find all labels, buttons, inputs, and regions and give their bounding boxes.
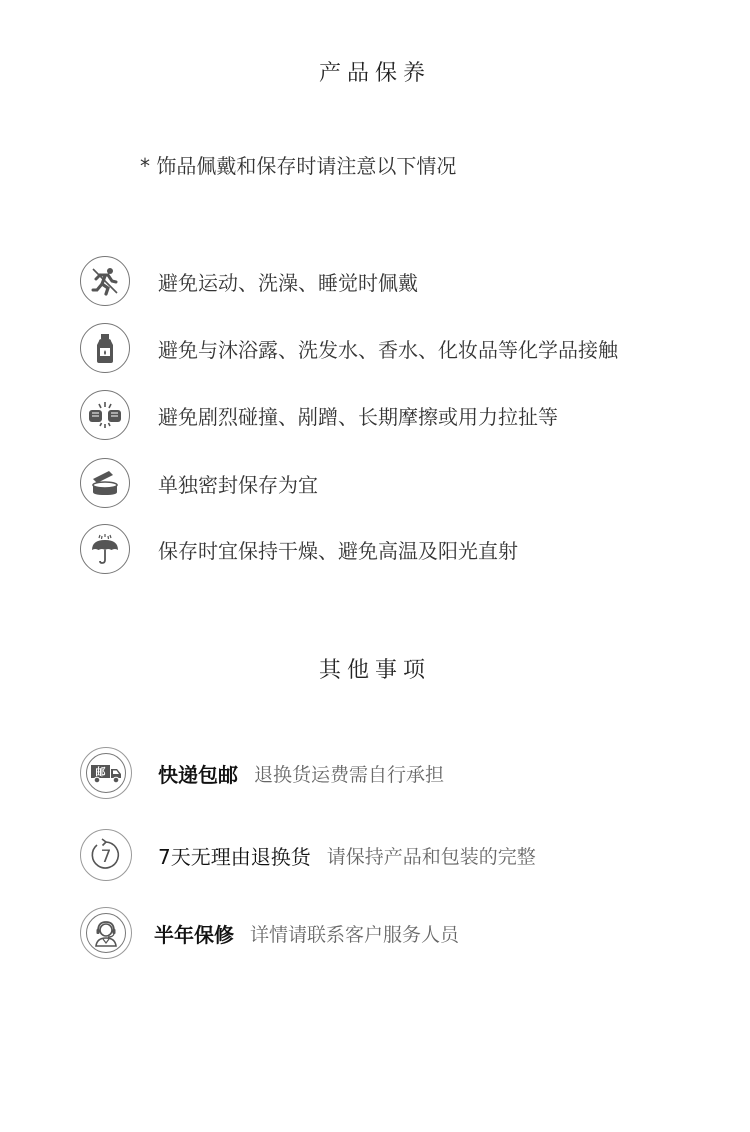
customer-service-icon bbox=[80, 907, 132, 959]
service-title: 半年保修 bbox=[154, 922, 234, 947]
delivery-badge-text: 邮 bbox=[95, 767, 106, 779]
care-item bbox=[80, 458, 318, 508]
service-item bbox=[80, 907, 459, 959]
service-item bbox=[80, 747, 444, 799]
care-item-text: 单独密封保存为宜 bbox=[158, 472, 318, 497]
seven-day-icon bbox=[80, 829, 132, 881]
running-person-icon bbox=[80, 256, 130, 306]
care-item bbox=[80, 524, 518, 574]
seven-day-badge-text: 7 bbox=[100, 847, 112, 867]
chemical-bottle-icon bbox=[80, 323, 130, 373]
services-section-title: 其他事项 bbox=[318, 658, 431, 683]
service-title: 7天无理由退换货 bbox=[158, 844, 311, 869]
care-section-title: 产品保养 bbox=[318, 61, 431, 86]
service-desc: 详情请联系客户服务人员 bbox=[250, 923, 460, 946]
care-item bbox=[80, 390, 558, 440]
umbrella-icon bbox=[80, 524, 130, 574]
care-note: * 饰品佩戴和保存时请注意以下情况 bbox=[140, 154, 457, 178]
care-item bbox=[80, 256, 418, 306]
service-desc: 退换货运费需自行承担 bbox=[254, 763, 445, 786]
service-item bbox=[80, 829, 536, 881]
care-item bbox=[80, 323, 618, 373]
care-item-text: 避免与沐浴露、洗发水、香水、化妆品等化学品接触 bbox=[158, 337, 618, 362]
service-desc: 请保持产品和包装的完整 bbox=[326, 845, 536, 868]
fist-bump-icon bbox=[80, 390, 130, 440]
service-title: 快递包邮 bbox=[158, 762, 238, 787]
care-item-text: 避免剧烈碰撞、剐蹭、长期摩擦或用力拉扯等 bbox=[158, 404, 558, 429]
care-item-text: 保存时宜保持干燥、避免高温及阳光直射 bbox=[158, 538, 518, 563]
open-box-icon bbox=[80, 458, 130, 508]
care-item-text: 避免运动、洗澡、睡觉时佩戴 bbox=[158, 270, 418, 295]
delivery-truck-icon bbox=[80, 747, 132, 799]
